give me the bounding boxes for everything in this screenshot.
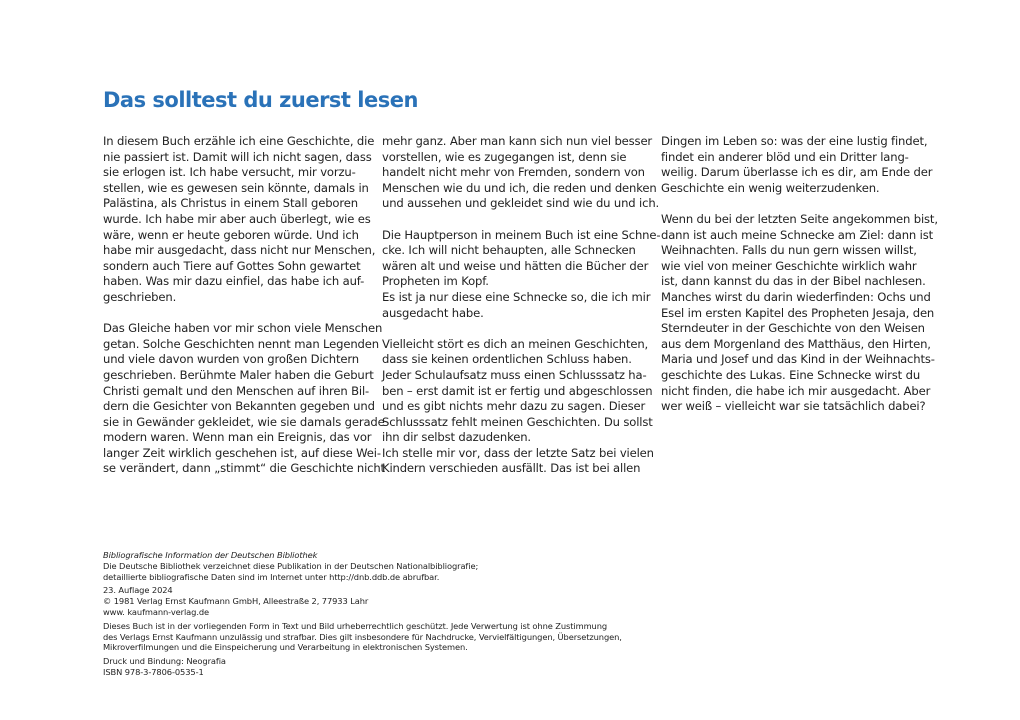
text-line: se verändert, dann „stimmt“ die Geschichte nicht (103, 461, 385, 476)
text-line: habe mir ausgedacht, dass nicht nur Menschen, (103, 243, 376, 258)
text-line: wurde. Ich habe mir aber auch überlegt, wie es (103, 211, 371, 226)
paragraph (103, 134, 376, 306)
text-line: sie erlogen ist. Ich habe versucht, mir vorzu- (103, 165, 356, 180)
text-line: vorstellen, wie es zugegangen ist, denn sie (382, 149, 627, 164)
text-line: Jeder Schulaufsatz muss einen Schlusssatz ha- (382, 367, 647, 382)
text-line: geschichte des Lukas. Eine Schnecke wirst du (661, 367, 921, 382)
text-line: Vielleicht stört es dich an meinen Geschichten, (382, 336, 649, 351)
text-line: wer weiß – vielleicht war sie tatsächlich dabei? (661, 399, 926, 414)
imprint-line: Mikroverfilmungen und die Einspeicherung und Verarbeitung in elektronischen Systemen. (103, 642, 468, 653)
text-line: und aussehen und gekleidet sind wie du und ich. (382, 196, 660, 211)
text-line: ist, dann kannst du das in der Bibel nachlesen. (661, 274, 926, 289)
imprint-line: des Verlags Ernst Kaufmann unzulässig und strafbar. Dies gilt insbesondere für Nachdrucke, Vervielfältigungen, Übersetzungen, (103, 631, 622, 642)
text-line: Christi gemalt und den Menschen auf ihren Bil- (103, 383, 370, 398)
paragraph (661, 134, 931, 196)
text-line: Palästina, als Christus in einem Stall geboren (103, 196, 358, 211)
text-line: Esel im ersten Kapitel des Propheten Jesaja, den (661, 305, 935, 320)
text-line: getan. Solche Geschichten nennt man Legenden (103, 336, 379, 351)
imprint-block (103, 585, 622, 617)
text-line: Kindern verschieden ausfällt. Das ist bei allen (382, 461, 641, 476)
imprint-block (103, 550, 622, 582)
text-line: Es ist ja nur diese eine Schnecke so, die ich mir (382, 289, 651, 304)
text-line: ihn dir selbst dazudenken. (382, 430, 531, 445)
text-line: Geschichte ein wenig weiterzudenken. (661, 180, 880, 195)
text-line: sondern auch Tiere auf Gottes Sohn gewartet (103, 258, 361, 273)
text-line: Die Hauptperson in meinem Buch ist eine Schne- (382, 227, 661, 242)
imprint-block (103, 621, 622, 653)
text-line: findet ein anderer blöd und ein Dritter lang- (661, 149, 909, 164)
text-line: weilig. Darum überlasse ich es dir, am Ende der (661, 165, 933, 180)
text-line: modern waren. Wenn man ein Ereignis, das vor (103, 430, 372, 445)
text-line: mehr ganz. Aber man kann sich nun viel besser (382, 134, 653, 148)
paragraph (103, 321, 385, 477)
text-line: nie passiert ist. Damit will ich nicht sagen, dass (103, 149, 372, 164)
text-line: geschrieben. Berühmte Maler haben die Geburt (103, 367, 374, 382)
paragraph (382, 446, 652, 477)
text-line: ben – erst damit ist er fertig und abgeschlossen (382, 383, 653, 398)
imprint-line: Druck und Bindung: Neografia (103, 656, 226, 667)
imprint-line: ISBN 978-3-7806-0535-1 (103, 666, 204, 677)
text-line: Schlusssatz fehlt meinen Geschichten. Du sollst (382, 414, 653, 429)
text-line: cke. Ich will nicht behaupten, alle Schnecken (382, 243, 636, 258)
imprint-line: detaillierte bibliografische Daten sind im Internet unter http://dnb.ddb.de abrufbar. (103, 571, 440, 582)
text-line: Wenn du bei der letzten Seite angekommen bist, (661, 211, 938, 226)
text-line: Manches wirst du darin wiederfinden: Ochs und (661, 289, 931, 304)
text-line: dann ist auch meine Schnecke am Ziel: dann ist (661, 227, 934, 242)
text-line: und viele davon wurden von großen Dichtern (103, 352, 359, 367)
imprint-block (103, 656, 622, 678)
text-line: Dingen im Leben so: was der eine lustig findet, (661, 134, 928, 148)
text-line: Propheten im Kopf. (382, 274, 489, 289)
imprint-line: 23. Auflage 2024 (103, 585, 173, 596)
text-column (382, 134, 661, 493)
imprint-line: Dieses Buch ist in der vorliegenden Form in Text und Bild urheberrechtlich geschützt. Jede Verwertung ist ohne Zustimmung (103, 620, 608, 631)
imprint-line: © 1981 Verlag Ernst Kaufmann GmbH, Alleestraße 2, 77933 Lahr (103, 596, 369, 607)
text-line: wäre, wenn er heute geboren würde. Und ich (103, 227, 359, 242)
text-line: und es gibt nichts mehr dazu zu sagen. Dieser (382, 399, 646, 414)
paragraph (661, 211, 938, 415)
imprint (103, 550, 622, 681)
text-line: geschrieben. (103, 289, 177, 304)
paragraph (382, 290, 652, 321)
page-title: Das solltest du zuerst lesen (103, 88, 418, 112)
text-line: sie in Gewänder gekleidet, wie sie damals gerade (103, 414, 385, 429)
text-line: dern die Gesichter von Bekannten gegeben und (103, 399, 375, 414)
text-line: Maria und Josef und das Kind in der Weihnachts- (661, 352, 935, 367)
text-line: wären alt und weise und hätten die Bücher der (382, 258, 649, 273)
imprint-line: Bibliografische Information der Deutschen Bibliothek (103, 550, 318, 560)
imprint-line: www. kaufmann-verlag.de (103, 606, 210, 617)
text-line: Weihnachten. Falls du nun gern wissen willst, (661, 243, 917, 258)
text-line: ausgedacht habe. (382, 305, 484, 320)
text-line: Menschen wie du und ich, die reden und denken (382, 180, 657, 195)
text-line: haben. Was mir dazu einfiel, das habe ich auf- (103, 274, 365, 289)
text-line: Sterndeuter in der Geschichte von den Weisen (661, 321, 925, 336)
text-line: Ich stelle mir vor, dass der letzte Satz bei vielen (382, 445, 654, 460)
text-line: nicht finden, die habe ich mir ausgedacht. Aber (661, 383, 931, 398)
text-line: Das Gleiche haben vor mir schon viele Menschen (103, 321, 383, 336)
text-line: In diesem Buch erzähle ich eine Geschichte, die (103, 134, 375, 148)
paragraph (382, 337, 652, 446)
text-line: dass sie keinen ordentlichen Schluss haben. (382, 352, 632, 367)
text-line: stellen, wie es gewesen sein könnte, damals in (103, 180, 369, 195)
text-line: aus dem Morgenland des Matthäus, den Hirten, (661, 336, 931, 351)
text-line: handelt nicht mehr von Fremden, sondern von (382, 165, 645, 180)
text-column (103, 134, 385, 493)
paragraph (382, 227, 661, 290)
paragraph (382, 134, 660, 212)
text-column (661, 134, 938, 430)
text-line: langer Zeit wirklich geschehen ist, auf diese Wei- (103, 445, 381, 460)
text-line: wie viel von meiner Geschichte wirklich wahr (661, 258, 917, 273)
imprint-line: Die Deutsche Bibliothek verzeichnet diese Publikation in der Deutschen Nationalbibliografie; (103, 560, 479, 571)
